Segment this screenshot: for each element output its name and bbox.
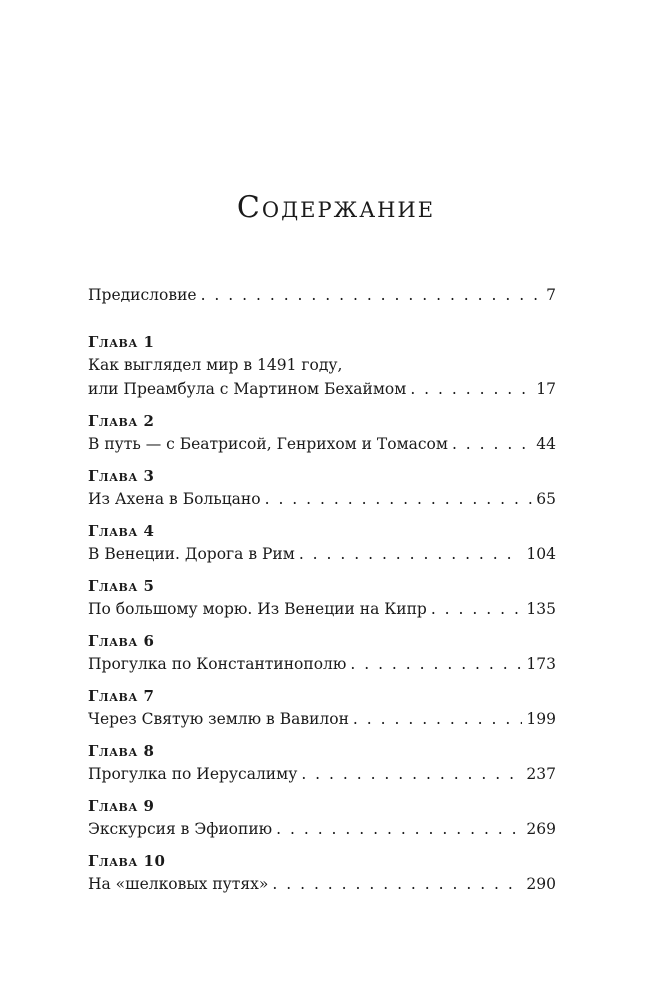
entry-title: Через Святую землю в Вавилон: [88, 710, 349, 728]
entry-page: 269: [526, 820, 556, 838]
entry-page: 44: [536, 435, 556, 453]
table-of-contents: [88, 283, 556, 905]
dot-leader: [410, 377, 532, 401]
entry-title: На «шелковых путях»: [88, 875, 269, 893]
entry-title: Прогулка по Константинополю: [88, 655, 347, 673]
chapter-label: Глава 3: [88, 467, 155, 485]
chapter-label: Глава 2: [88, 412, 155, 430]
toc-entry-chapter-2: [88, 410, 556, 465]
toc-entry-chapter-10: [88, 850, 556, 905]
chapter-label: Глава 8: [88, 742, 155, 760]
dot-leader: [272, 872, 522, 896]
dot-leader: [201, 283, 543, 307]
toc-row: [88, 432, 556, 456]
toc-row: [88, 817, 556, 841]
toc-entry-chapter-4: [88, 520, 556, 575]
chapter-label: Глава 7: [88, 687, 155, 705]
dot-leader: [299, 542, 523, 566]
entry-title-line: Как выглядел мир в 1491 году,: [88, 356, 343, 374]
entry-page: 17: [536, 380, 556, 398]
chapter-label: Глава 4: [88, 522, 155, 540]
toc-entry-chapter-9: [88, 795, 556, 850]
entry-page: 290: [526, 875, 556, 893]
entry-page: 65: [536, 490, 556, 508]
toc-row: [88, 377, 556, 401]
toc-entry-chapter-5: [88, 575, 556, 630]
entry-title: По большому морю. Из Венеции на Кипр: [88, 600, 427, 618]
toc-row: [88, 597, 556, 621]
toc-entry-chapter-7: [88, 685, 556, 740]
toc-entry-chapter-6: [88, 630, 556, 685]
entry-page: 173: [526, 655, 556, 673]
entry-title: Прогулка по Иерусалиму: [88, 765, 298, 783]
dot-leader: [452, 432, 532, 456]
entry-page: 104: [526, 545, 556, 563]
toc-entry-chapter-3: [88, 465, 556, 520]
entry-page: 135: [526, 600, 556, 618]
entry-page: 7: [546, 286, 556, 304]
toc-entry-preface: [88, 283, 556, 307]
chapter-label: Глава 9: [88, 797, 155, 815]
entry-page: 237: [526, 765, 556, 783]
chapter-label: Глава 1: [88, 333, 155, 351]
entry-page: 199: [526, 710, 556, 728]
dot-leader: [301, 762, 522, 786]
dot-leader: [353, 707, 522, 731]
toc-entry-chapter-1: [88, 331, 556, 410]
toc-entry-chapter-8: [88, 740, 556, 795]
toc-row: [88, 487, 556, 511]
dot-leader: [276, 817, 522, 841]
chapter-label: Глава 5: [88, 577, 155, 595]
entry-title-line: или Преамбула с Мартином Бехаймом: [88, 380, 407, 398]
toc-row: [88, 652, 556, 676]
entry-title: Из Ахена в Больцано: [88, 490, 261, 508]
dot-leader: [265, 487, 533, 511]
toc-row: [88, 707, 556, 731]
entry-title: В Венеции. Дорога в Рим: [88, 545, 295, 563]
page-title: Содержание: [236, 190, 436, 225]
entry-title: Предисловие: [88, 286, 197, 304]
chapter-label: Глава 6: [88, 632, 155, 650]
chapter-label: Глава 10: [88, 852, 166, 870]
dot-leader: [431, 597, 523, 621]
dot-leader: [350, 652, 522, 676]
entry-title: В путь — с Беатрисой, Генрихом и Томасом: [88, 435, 448, 453]
toc-row: [88, 872, 556, 896]
entry-title: Экскурсия в Эфиопию: [88, 820, 273, 838]
toc-row: [88, 762, 556, 786]
toc-row: [88, 542, 556, 566]
